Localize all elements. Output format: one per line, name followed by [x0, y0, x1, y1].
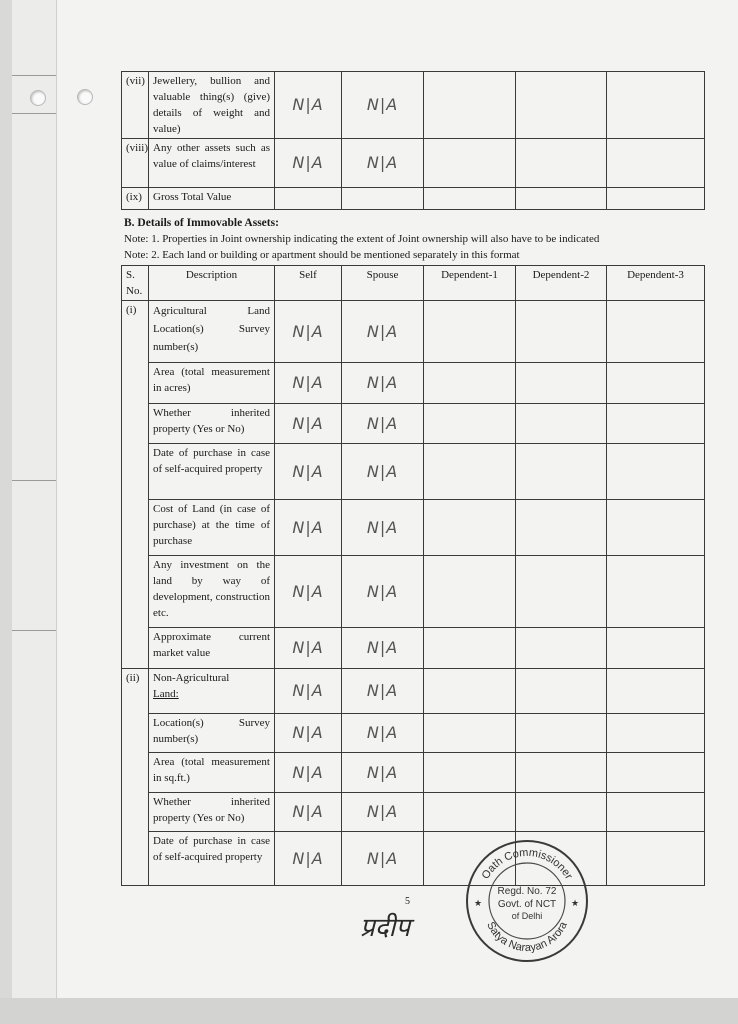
- table-row: [122, 500, 705, 556]
- spouse-value: N|A: [342, 500, 424, 556]
- row-description: Date of purchase in case of self-acquired property: [149, 444, 275, 500]
- spouse-value: N|A: [342, 669, 424, 714]
- seal-line4: of Delhi: [511, 911, 543, 921]
- row-number: (i): [122, 301, 149, 669]
- self-value: N|A: [275, 363, 342, 404]
- dependent1-cell: [424, 753, 516, 793]
- note-1: Note: 1. Properties in Joint ownership indicating the extent of Joint ownership will also have to be indicated: [124, 233, 600, 245]
- table-row: [122, 72, 705, 139]
- binder-margin: [12, 0, 57, 1000]
- dependent1-cell: [424, 72, 516, 139]
- dependent3-cell: [607, 363, 705, 404]
- dependent3-cell: [607, 714, 705, 753]
- self-value: N|A: [275, 500, 342, 556]
- self-value: [275, 188, 342, 210]
- row-description: Any other assets such as value of claims/interest: [149, 139, 275, 188]
- self-value: N|A: [275, 628, 342, 669]
- row-number: (vii): [122, 72, 149, 139]
- dependent1-cell: [424, 188, 516, 210]
- seal-bottom-text: Satya Narayan Arora: [484, 919, 570, 955]
- row-description: Cost of Land (in case of purchase) at the time of purchase: [149, 500, 275, 556]
- header-row: [122, 266, 705, 301]
- row-description: Jewellery, bullion and valuable thing(s) (give) details of weight and value): [149, 72, 275, 139]
- table-row: [122, 404, 705, 444]
- dependent3-cell: [607, 793, 705, 832]
- spouse-value: N|A: [342, 714, 424, 753]
- self-value: N|A: [275, 714, 342, 753]
- self-value: N|A: [275, 72, 342, 139]
- dependent3-cell: [607, 72, 705, 139]
- row-description: [149, 669, 275, 714]
- dependent2-cell: [516, 139, 607, 188]
- header-dependent3: Dependent-3: [607, 266, 705, 301]
- row-description: Area (total measurement in acres): [149, 363, 275, 404]
- row-number: (ii): [122, 669, 149, 886]
- spouse-value: N|A: [342, 139, 424, 188]
- dependent2-cell: [516, 363, 607, 404]
- spouse-value: N|A: [342, 556, 424, 628]
- self-value: N|A: [275, 301, 342, 363]
- row-description: Agricultural Land Location(s) Survey number(s): [149, 301, 275, 363]
- page-bottom-edge: [0, 998, 738, 1024]
- row-description: Location(s) Survey number(s): [149, 714, 275, 753]
- margin-line: [12, 113, 56, 114]
- spouse-value: [342, 188, 424, 210]
- self-value: N|A: [275, 793, 342, 832]
- notary-seal: [462, 836, 592, 966]
- table-row: [122, 444, 705, 500]
- row-description: Date of purchase in case of self-acquired property: [149, 832, 275, 886]
- table-row: [122, 832, 705, 886]
- table-row: [122, 363, 705, 404]
- seal-line3: Govt. of NCT: [497, 899, 557, 910]
- dependent1-cell: [424, 500, 516, 556]
- immovable-assets-table: [121, 265, 705, 886]
- row-description: Any investment on the land by way of development, construction etc.: [149, 556, 275, 628]
- header-description: Description: [149, 266, 275, 301]
- spouse-value: N|A: [342, 72, 424, 139]
- dependent2-cell: [516, 72, 607, 139]
- margin-line: [12, 480, 56, 481]
- dependent3-cell: [607, 753, 705, 793]
- seal-top-text: Oath Commissioner: [479, 846, 575, 882]
- header-spouse: Spouse: [342, 266, 424, 301]
- header-self: Self: [275, 266, 342, 301]
- spouse-value: N|A: [342, 628, 424, 669]
- dependent2-cell: [516, 444, 607, 500]
- dependent2-cell: [516, 556, 607, 628]
- self-value: N|A: [275, 832, 342, 886]
- self-value: N|A: [275, 444, 342, 500]
- dependent1-cell: [424, 301, 516, 363]
- dependent1-cell: [424, 714, 516, 753]
- punch-hole: [77, 89, 93, 105]
- dependent2-cell: [516, 669, 607, 714]
- self-value: N|A: [275, 753, 342, 793]
- table-row: [122, 669, 705, 714]
- row-description: Area (total measurement in sq.ft.): [149, 753, 275, 793]
- dependent3-cell: [607, 301, 705, 363]
- table-row: [122, 556, 705, 628]
- row-number: (viii): [122, 139, 149, 188]
- row-description: Whether inherited property (Yes or No): [149, 793, 275, 832]
- svg-text:Satya Narayan Arora: [484, 919, 570, 954]
- non-agricultural-title: Non-Agricultural: [153, 672, 230, 684]
- punch-hole: [30, 90, 46, 106]
- spouse-value: N|A: [342, 753, 424, 793]
- margin-line: [12, 630, 56, 631]
- table-row: [122, 139, 705, 188]
- dependent1-cell: [424, 556, 516, 628]
- dependent3-cell: [607, 188, 705, 210]
- dependent2-cell: [516, 628, 607, 669]
- dependent2-cell: [516, 500, 607, 556]
- dependent2-cell: [516, 188, 607, 210]
- spouse-value: N|A: [342, 444, 424, 500]
- spouse-value: N|A: [342, 404, 424, 444]
- dependent3-cell: [607, 669, 705, 714]
- row-number: (ix): [122, 188, 149, 210]
- table-row: [122, 793, 705, 832]
- spouse-value: N|A: [342, 832, 424, 886]
- dependent2-cell: [516, 404, 607, 444]
- dependent1-cell: [424, 404, 516, 444]
- dependent2-cell: [516, 301, 607, 363]
- dependent3-cell: [607, 556, 705, 628]
- dependent1-cell: [424, 444, 516, 500]
- seal-star-icon: ★: [571, 899, 580, 909]
- row-description: Approximate current market value: [149, 628, 275, 669]
- header-dependent1: Dependent-1: [424, 266, 516, 301]
- dependent2-cell: [516, 793, 607, 832]
- dependent2-cell: [516, 714, 607, 753]
- signature: प्रदीप: [360, 913, 411, 943]
- dependent3-cell: [607, 832, 705, 886]
- land-title: Land:: [153, 688, 179, 700]
- dependent3-cell: [607, 500, 705, 556]
- table-row: [122, 301, 705, 363]
- note-2: Note: 2. Each land or building or apartment should be mentioned separately in this format: [124, 249, 520, 261]
- dependent1-cell: [424, 669, 516, 714]
- dependent3-cell: [607, 139, 705, 188]
- dependent1-cell: [424, 628, 516, 669]
- page-number: 5: [405, 896, 410, 907]
- self-value: N|A: [275, 404, 342, 444]
- movable-assets-table: [121, 71, 705, 210]
- row-description: Gross Total Value: [149, 188, 275, 210]
- spouse-value: N|A: [342, 793, 424, 832]
- table-row: [122, 714, 705, 753]
- table-row: [122, 188, 705, 210]
- table-row: [122, 753, 705, 793]
- section-heading: B. Details of Immovable Assets:: [124, 217, 279, 229]
- header-sno: S. No.: [122, 266, 149, 301]
- dependent2-cell: [516, 753, 607, 793]
- self-value: N|A: [275, 556, 342, 628]
- spouse-value: N|A: [342, 301, 424, 363]
- dependent1-cell: [424, 139, 516, 188]
- row-description: Whether inherited property (Yes or No): [149, 404, 275, 444]
- header-dependent2: Dependent-2: [516, 266, 607, 301]
- spouse-value: N|A: [342, 363, 424, 404]
- dependent3-cell: [607, 628, 705, 669]
- dependent1-cell: [424, 793, 516, 832]
- margin-line: [12, 75, 56, 76]
- self-value: N|A: [275, 139, 342, 188]
- seal-star-icon: ★: [474, 899, 483, 909]
- seal-line2: Regd. No. 72: [497, 886, 557, 897]
- dependent1-cell: [424, 363, 516, 404]
- dependent3-cell: [607, 404, 705, 444]
- dependent3-cell: [607, 444, 705, 500]
- self-value: N|A: [275, 669, 342, 714]
- page-edge-shadow: [0, 0, 12, 1024]
- table-row: [122, 628, 705, 669]
